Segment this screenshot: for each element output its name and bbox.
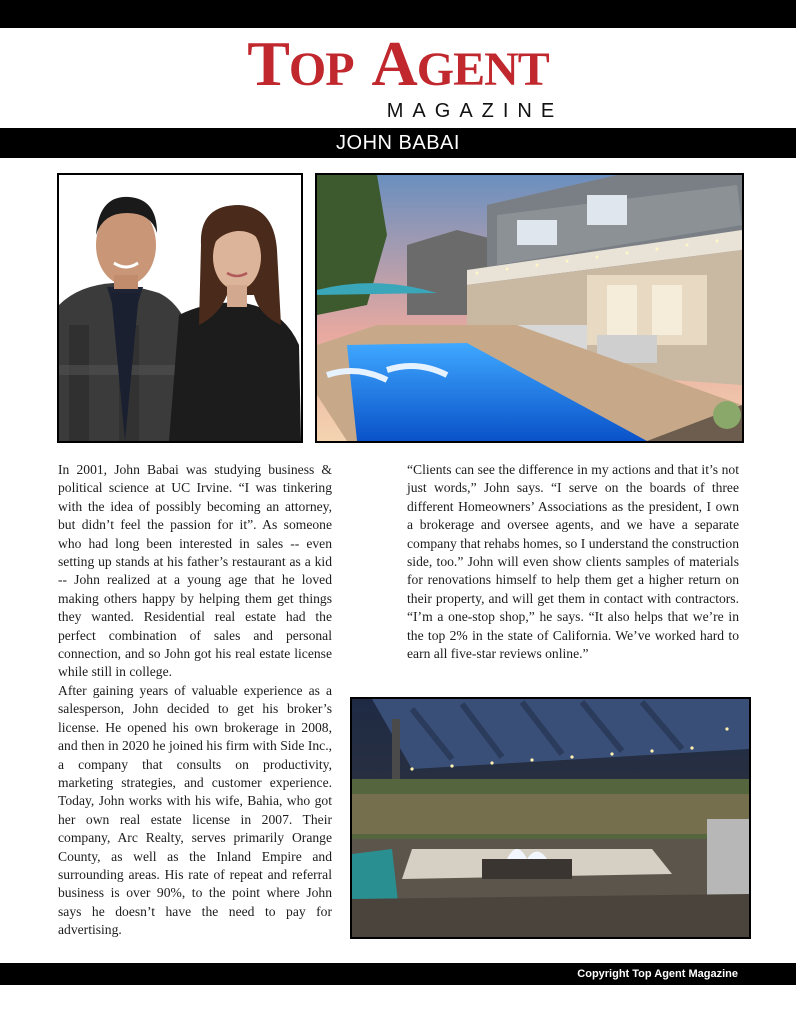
magazine-logo: TOP AGENT [247,28,549,99]
magazine-subtitle: MAGAZINE [386,100,564,122]
article-column-left-top [58,461,332,682]
agent-portrait-photo [57,173,303,443]
backyard-pool-photo [315,173,744,443]
masthead [0,30,796,126]
article-paragraph: In 2001, John Babai was studying business & political science at UC Irvine. “I was tinkering with the idea of possibly becoming an attorney, but didn’t feel the passion for it”. As someone who had long been interested in sales -- even setting up stands at his father’s restaurant as a kid -- John realized at a young age that he loved making others happy by helping them get things they wanted. Residential real estate had the perfect combination of sales and personal connection, and so John got his real estate license while still in college. [58,462,332,680]
patio-firepit-photo [350,697,751,939]
footer-bar [0,963,796,985]
article-column-left-bottom [58,682,332,940]
article-column-right [407,461,739,663]
article-paragraph: “Clients can see the difference in my actions and that it’s not just words,” John says. “I serve on the boards of three different Homeowners’ Associations as the president, I own a brokerage and oversee agents, and we have a separate company that rehabs homes, so I understand the construction side, too.” John will even show clients samples of materials for renovations himself to help them get a higher return on their property, and will get them in contact with contractors. “I’m a one-stop shop,” he says. “It also helps that we’re in the top 2% in the state of California. We’ve worked hard to earn all five-star reviews online.” [407,462,739,662]
agent-name-banner: JOHN BABAI [0,128,796,158]
article-paragraph: After gaining years of valuable experience as a salesperson, John decided to get his broker’s license. He opened his own brokerage in 2008, and then in 2020 he joined his firm with Side Inc., a company that consults on productivity, marketing strategies, and customer experience. Today, John works with his wife, Bahia, who got her own real estate license in 2007. Their company, Arc Realty, serves primarily Orange County, as well as the Inland Empire and surrounding areas. His rate of repeat and referral business is over 90%, to the point where John says he doesn’t have the need to pay for advertising. [58,683,332,938]
copyright-text: Copyright Top Agent Magazine [577,968,738,980]
top-black-bar [0,0,796,28]
